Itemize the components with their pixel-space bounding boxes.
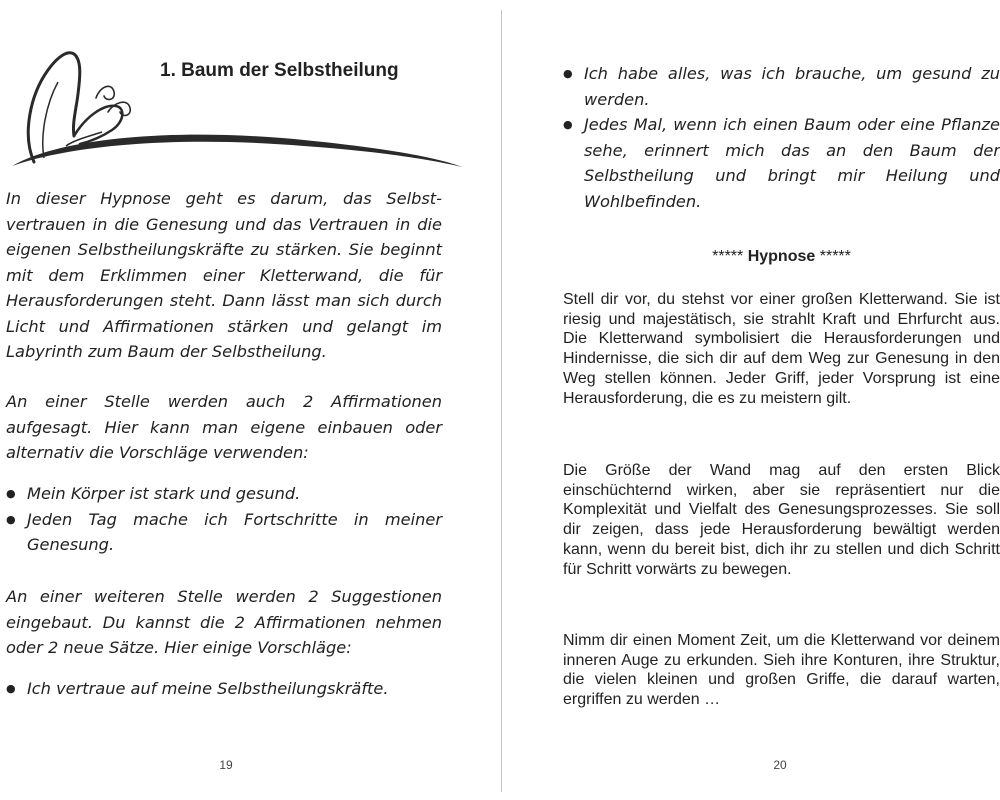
page-number: 20 [773,758,787,772]
list-item: ● Ich vertraue auf meine Selbstheilungskräfte. [6,676,442,702]
chapter-title: 1. Baum der Selbstheilung [160,60,399,81]
affirmations-list [6,481,442,558]
hypnose-paragraph-2: Die Größe der Wand mag auf den ersten Blick einschüchternd wirken, aber sie repräsentiert nur die Komplexität und Vielfalt des Genesungsprozesses. Sie soll dir zeigen, dass jede Herausforderung bewältigt werden kann, wenn du bereit bist, dich ihr zu stellen und dich Schritt für Schritt vorwärts zu bewegen. [563,462,1000,578]
suggestions-list [6,676,442,702]
right-page [503,0,1000,800]
suggestions-intro: An einer weiteren Stelle werden 2 Suggestionen eingebaut. Du kannst die 2 Affirmationen nehmen oder 2 neue Sätze. Hier einige Vorschläge: [6,587,442,657]
hypnose-paragraph-3: Nimm dir einen Moment Zeit, um die Kletterwand vor deinem inneren Auge zu erkunden. Sieh ihre Konturen, ihre Struktur, die vielen kleinen und großen Griffe, die darauf warten, ergriffen zu werden … [563,632,1000,709]
page-number: 19 [219,758,233,772]
page-divider [501,10,502,792]
heading-stars: ***** [712,248,744,265]
heading-stars: ***** [819,248,851,265]
heading-text: Hypnose [747,248,816,265]
list-item: ● Jeden Tag mache ich Fortschritte in meiner Genesung. [6,507,442,558]
hypnose-heading [563,248,1000,266]
list-item: ● Ich habe alles, was ich brauche, um gesund zu werden. [563,61,1000,112]
affirmations-intro: An einer Stelle werden auch 2 Affirmationen aufgesagt. Hier kann man eigene einbauen oder alternativ die Vorschläge verwenden: [6,392,442,462]
list-item: ● Jedes Mal, wenn ich einen Baum oder eine Pflanze sehe, erinnert mich das an den Baum der Selbstheilung und bringt mir Heilung und Wohlbefinden. [563,112,1000,214]
hypnose-paragraph-1: Stell dir vor, du stehst vor einer großen Kletterwand. Sie ist riesig und majestätisch, sie strahlt Kraft und Ehrfurcht aus. Die Kletterwand symbolisiert die Herausforderungen und Hindernisse, die sich dir auf dem Weg zur Genesung in den Weg stellen können. Jeder Griff, jeder Vorsprung ist eine Herausforderung, die es zu meistern gilt. [563,291,1000,407]
list-item: ● Mein Körper ist stark und gesund. [6,481,442,507]
intro-paragraph: In dieser Hypnose geht es darum, das Selbst-vertrauen in die Genesung und das Vertrauen in die eigenen Selbstheilungskräfte zu stärken. Sie beginnt mit dem Erklimmen einer Kletterwand, die für Herausforderungen steht. Dann lässt man sich durch Licht und Affirmationen stärken und gelangt im Labyrinth zum Baum der Selbstheilung. [6,189,442,361]
suggestions-continued-list [563,61,1000,214]
